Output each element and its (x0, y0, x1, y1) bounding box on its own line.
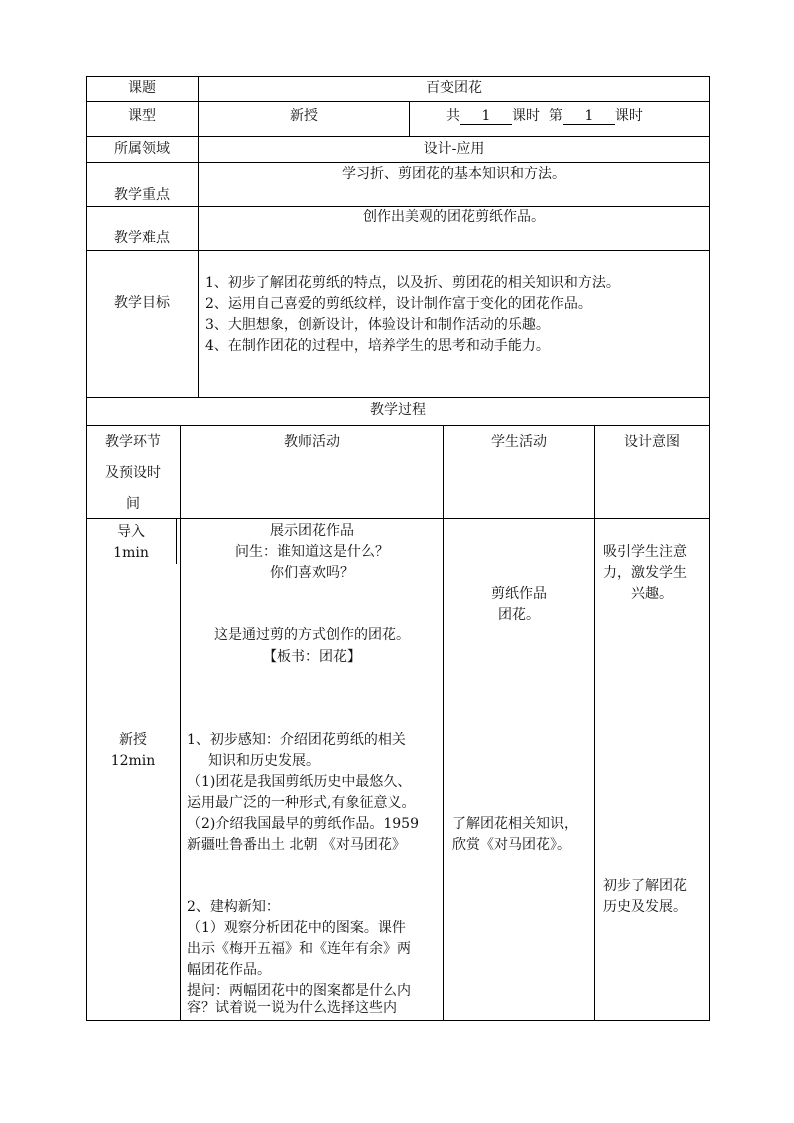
difficulty-label: 教学难点 (114, 230, 170, 246)
hours-unit: 课时 (512, 108, 540, 124)
rule (709, 76, 710, 1021)
board-writing: 【板书：团花】 (263, 649, 361, 665)
stage-intro-name: 导入 (117, 524, 145, 540)
stage-new-name: 新授 (119, 732, 147, 748)
rule (409, 101, 410, 137)
process-title: 教学过程 (370, 402, 426, 418)
difficulty-value: 创作出美观的团花剪纸作品。 (363, 209, 545, 225)
rule (86, 397, 710, 398)
teacher-new-line: 运用最广泛的一种形式,有象征意义。 (187, 795, 416, 811)
rule (86, 76, 710, 77)
header-intent: 设计意图 (624, 434, 680, 450)
header-stage-line: 及预设时 (105, 465, 161, 481)
intent-new-line: 历史及发展。 (603, 899, 687, 915)
header-stage-line: 教学环节 (105, 434, 161, 450)
student-new-line: 欣赏《对马团花》。 (452, 837, 571, 853)
header-teacher: 教师活动 (284, 434, 340, 450)
objective-item: 3、大胆想象，创新设计，体验设计和制作活动的乐趣。 (205, 317, 550, 333)
teacher-build-line: 容？试着说一说为什么选择这些内 (187, 1000, 397, 1016)
rule (176, 518, 177, 564)
intent-intro-line: 吸引学生注意 (603, 544, 687, 560)
lesson-hours (446, 106, 643, 127)
lesson-type: 新授 (290, 108, 318, 124)
teacher-intro-line: 这是通过剪的方式创作的团花。 (214, 627, 410, 643)
hours-total-prefix: 共 (446, 108, 460, 124)
intent-new-line: 初步了解团花 (603, 878, 687, 894)
teacher-new-line: （1)团花是我国剪纸历史中最悠久、 (187, 774, 412, 790)
objective-item: 1、初步了解团花剪纸的特点，以及折、剪团花的相关知识和方法。 (205, 275, 620, 291)
teacher-intro-line: 展示团花作品 (270, 523, 354, 539)
intent-intro-line: 力，激发学生 (603, 565, 687, 581)
rule (86, 101, 710, 102)
lesson-title: 百变团花 (426, 80, 482, 96)
objective-item: 2、运用自己喜爱的剪纸纹样，设计制作富于变化的团花作品。 (205, 296, 592, 312)
field-label: 所属领域 (114, 141, 170, 157)
rule (594, 425, 595, 1021)
title-label: 课题 (128, 80, 156, 96)
intent-intro-line: 兴趣。 (631, 586, 673, 602)
teacher-intro-line: 问生：谁知道这是什么？ (235, 544, 389, 560)
hours-current-prefix: 第 (548, 108, 563, 124)
teacher-new-line: 知识和历史发展。 (208, 753, 320, 769)
header-student: 学生活动 (491, 434, 547, 450)
hours-total-value: 1 (460, 108, 512, 125)
teacher-build-line: （1）观察分析团花中的图案。课件 (187, 920, 406, 936)
objective-item: 4、在制作团花的过程中，培养学生的思考和动手能力。 (205, 338, 550, 354)
student-intro-line: 团花。 (498, 607, 540, 623)
rule (180, 425, 181, 1021)
teacher-new-line: 1、初步感知：介绍团花剪纸的相关 (187, 732, 406, 748)
field-value: 设计-应用 (423, 141, 485, 157)
teacher-intro-line: 你们喜欢吗？ (270, 565, 354, 581)
teacher-new-line: 新疆吐鲁番出土 北朝 《对马团花》 (187, 837, 406, 853)
student-new-line: 了解团花相关知识， (452, 816, 578, 832)
rule (86, 250, 710, 251)
stage-intro-time: 1min (113, 545, 149, 561)
key-points-label: 教学重点 (114, 187, 170, 203)
rule (443, 425, 444, 1021)
type-label: 课型 (128, 108, 156, 124)
teacher-new-line: （2)介绍我国最早的剪纸作品。1959 (187, 816, 419, 832)
stage-new-time: 12min (110, 753, 156, 769)
rule (86, 136, 710, 137)
teacher-build-line: 提问：两幅团花中的图案都是什么内 (187, 983, 411, 999)
teacher-build-line: 出示《梅开五福》和《连年有余》两 (187, 941, 411, 957)
key-points-value: 学习折、剪团花的基本知识和方法。 (342, 166, 566, 182)
objectives-label: 教学目标 (114, 295, 170, 311)
teacher-build-line: 幅团花作品。 (187, 962, 271, 978)
hours-current-unit: 课时 (614, 108, 643, 124)
student-intro-line: 剪纸作品 (491, 586, 547, 602)
teacher-build-line: 2、建构新知： (187, 899, 280, 915)
hours-current-value: 1 (563, 108, 615, 125)
header-stage-line: 间 (126, 496, 140, 512)
rule (86, 162, 710, 163)
